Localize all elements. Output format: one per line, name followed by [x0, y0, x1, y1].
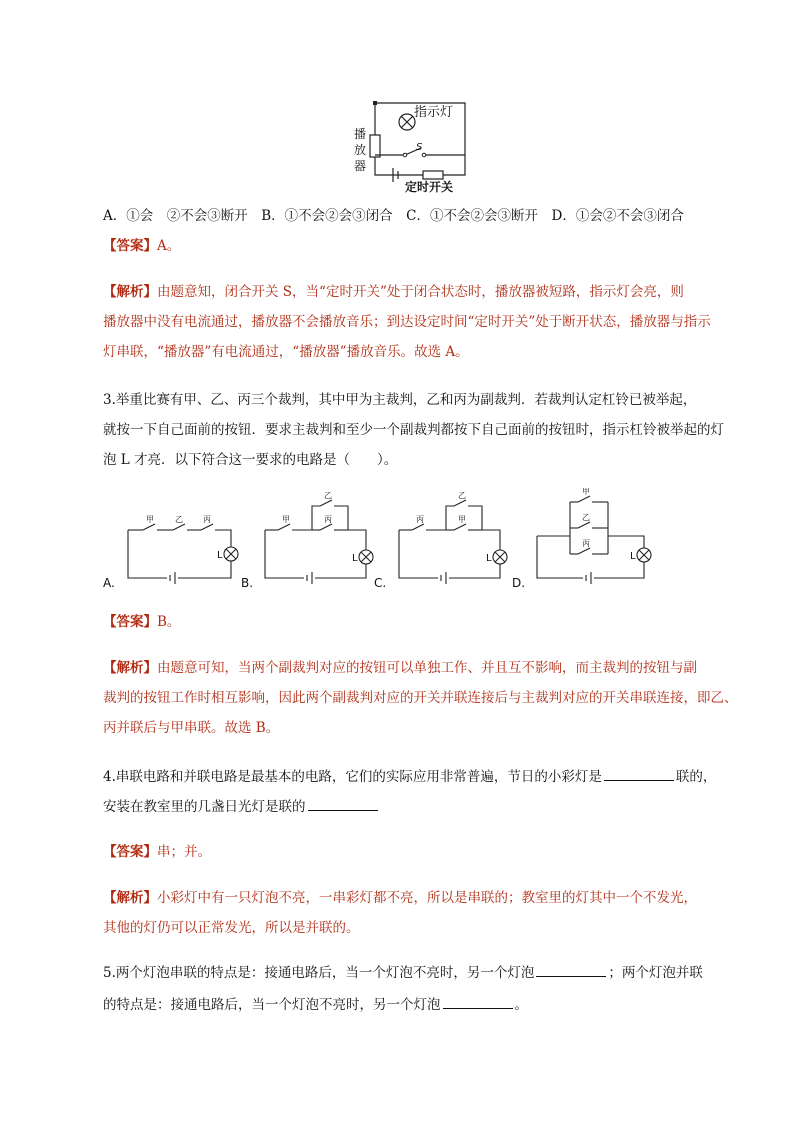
- circuit-a-s2: 乙: [175, 515, 183, 524]
- q2-analysis-line-2: 播放器中没有电流通过，播放器不会播放音乐；到达设定时间“定时开关”处于断开状态，播放器与指示: [103, 314, 711, 330]
- analysis-text: 小彩灯中有一只灯泡不亮，一串彩灯都不亮，所以是串联的；教室里的灯其中一个不发光，: [157, 890, 697, 906]
- answer-tag: 【答案】: [103, 614, 157, 630]
- answer-text: A。: [157, 238, 181, 254]
- q4-stem-text-2: 联的，: [675, 769, 717, 785]
- circuit-a-s1: 甲: [146, 515, 154, 524]
- q2-answer: [103, 236, 180, 256]
- q4-analysis-line-1: [103, 888, 697, 908]
- q5-stem-text-2: ；两个灯泡并联: [608, 965, 703, 981]
- q4-stem-text: 4.串联电路和并联电路是最基本的电路，它们的实际应用非常普遍，节日的小彩灯是: [103, 769, 602, 785]
- circuit-c-s3: 甲: [458, 515, 466, 524]
- q4-blank-1[interactable]: [604, 766, 674, 781]
- timer-switch-label: 定时开关: [405, 180, 454, 194]
- circuit-c-s1: 丙: [416, 515, 424, 524]
- q3-stem-line-1: 3.举重比赛有甲、乙、丙三个裁判，其中甲为主裁判，乙和丙为副裁判．若裁判认定杠铃已被举起，: [103, 392, 697, 408]
- analysis-text: 由题意知，闭合开关 S，当“定时开关”处于闭合状态时，播放器被短路，指示灯会亮，则: [157, 284, 684, 300]
- circuit-a-lamp: L: [217, 550, 223, 561]
- q5-stem-text-4: 。: [514, 997, 528, 1013]
- circuit-d: [512, 488, 662, 590]
- circuit-b: [240, 492, 380, 590]
- indicator-lamp-label: 指示灯: [414, 105, 454, 120]
- analysis-tag: 【解析】: [103, 284, 157, 300]
- answer-tag: 【答案】: [103, 844, 157, 860]
- circuit-c: [374, 492, 514, 590]
- q4-stem-line-1: [103, 766, 716, 787]
- player-label-1: 播: [354, 127, 367, 141]
- circuit-c-lamp: L: [486, 553, 492, 564]
- circuit-b-lamp: L: [352, 553, 358, 564]
- analysis-tag: 【解析】: [103, 660, 157, 676]
- analysis-tag: 【解析】: [103, 890, 157, 906]
- q2-analysis-line-1: [103, 282, 684, 302]
- q5-blank-2[interactable]: [443, 994, 513, 1009]
- answer-text: B。: [157, 614, 181, 630]
- circuit-d-s1: 甲: [582, 488, 590, 496]
- switch-s-label: S: [416, 142, 423, 153]
- circuit-c-letter: C.: [374, 576, 387, 590]
- circuit-b-letter: B.: [241, 576, 254, 590]
- q5-stem-line-1: [103, 962, 703, 983]
- circuit-b-s3: 丙: [324, 515, 332, 524]
- q5-stem-line-2: [103, 994, 528, 1015]
- q3-analysis-line-1: [103, 658, 697, 678]
- q3-analysis-line-3: 丙并联后与甲串联。故选 B。: [103, 720, 280, 736]
- player-label-2: 放: [354, 143, 367, 157]
- q3-answer: [103, 612, 180, 632]
- q3-stem-line-2: 就按一下自己面前的按钮．要求主裁判和至少一个副裁判都按下自己面前的按钮时，指示杠铃被举起的灯: [103, 422, 724, 438]
- circuit-a-s3: 丙: [203, 515, 211, 524]
- circuit-a: [103, 510, 243, 590]
- circuit-c-s2: 乙: [458, 492, 466, 500]
- q2-analysis-line-3: 灯串联，“播放器”有电流通过，“播放器”播放音乐。故选 A。: [103, 344, 469, 360]
- circuit-d-lamp: L: [630, 551, 636, 562]
- player-label-3: 器: [354, 159, 367, 173]
- circuit-d-s2: 乙: [582, 513, 590, 522]
- circuit-d-letter: D.: [512, 576, 526, 590]
- answer-tag: 【答案】: [103, 238, 157, 254]
- circuit-d-s3: 丙: [582, 539, 590, 548]
- analysis-text: 由题意可知，当两个副裁判对应的按钮可以单独工作、并且互不影响，而主裁判的按钮与副: [157, 660, 697, 676]
- q5-stem-text-3: 的特点是：接通电路后，当一个灯泡不亮时，另一个灯泡: [103, 997, 441, 1013]
- q5-stem-text: 5.两个灯泡串联的特点是：接通电路后，当一个灯泡不亮时，另一个灯泡: [103, 965, 535, 981]
- q3-analysis-line-2: 裁判的按钮工作时相互影响，因此两个副裁判对应的开关并联连接后与主裁判对应的开关串联连接，即乙、: [103, 690, 738, 706]
- circuit-b-s1: 甲: [282, 515, 290, 524]
- q4-analysis-line-2: 其他的灯仍可以正常发光，所以是并联的。: [103, 920, 360, 936]
- q4-blank-2[interactable]: [308, 796, 378, 811]
- answer-text: 串；并。: [157, 844, 211, 860]
- q2-options: A．①会 ②不会③断开 B．①不会②会③闭合 C．①不会②会③断开 D．①会②不会③闭合: [103, 208, 684, 224]
- q4-stem-text-3: 安装在教室里的几盏日光灯是联的: [103, 799, 306, 815]
- q5-blank-1[interactable]: [536, 962, 606, 977]
- q4-answer: [103, 842, 211, 862]
- circuit-a-letter: A.: [103, 576, 115, 590]
- q4-stem-line-2: [103, 796, 380, 817]
- circuit-b-s2: 乙: [324, 492, 332, 500]
- q3-stem-line-3: 泡 L 才亮．以下符合这一要求的电路是（ ）。: [103, 452, 398, 468]
